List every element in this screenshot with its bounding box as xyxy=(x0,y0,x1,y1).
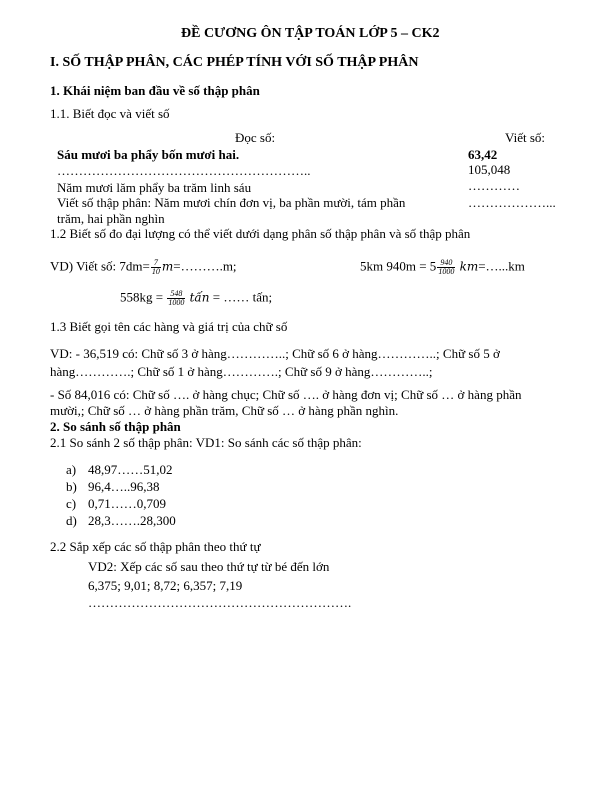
example-a-fraction xyxy=(151,259,161,276)
example-b-denominator: 1000 xyxy=(438,267,455,276)
example-b-numerator: 940 xyxy=(440,258,453,267)
example-c-prefix: 558kg = xyxy=(120,289,164,305)
subheading-2: 2. So sánh số thập phân xyxy=(50,419,181,434)
subheading-1-1: 1.1. Biết đọc và viết số xyxy=(50,106,170,121)
example-b-fraction xyxy=(437,259,455,276)
write-number-header: Viết số: xyxy=(505,130,546,145)
measure-example-c xyxy=(120,290,272,307)
sort-example-numbers: 6,375; 9,01; 8,72; 6,357; 7,19 xyxy=(88,578,243,593)
read-row-2: ………………………………………………….. xyxy=(57,163,311,178)
write-row-2: 105,048 xyxy=(468,162,511,177)
subheading-2-1: 2.1 So sánh 2 số thập phân: VD1: So sánh các số thập phân: xyxy=(50,435,362,450)
example-b-suffix: =…...km xyxy=(478,258,525,274)
compare-item-b-label: b) xyxy=(66,479,77,494)
measure-example-b xyxy=(360,259,525,276)
example-b-unit: km xyxy=(459,259,479,274)
write-row-4: ………………... xyxy=(468,195,556,210)
subheading-1-3: 1.3 Biết gọi tên các hàng và giá trị của chữ số xyxy=(50,319,288,334)
compare-item-c-label: c) xyxy=(66,496,77,511)
page-title: ĐỀ CƯƠNG ÔN TẬP TOÁN LỚP 5 – CK2 xyxy=(181,26,440,41)
sort-example-title: VD2: Xếp các số sau theo thứ tự từ bé đến lớn xyxy=(88,559,330,574)
read-row-1: Sáu mươi ba phẩy bốn mươi hai. xyxy=(57,147,240,162)
example-a-prefix: VD) Viết số: 7dm= xyxy=(50,258,150,274)
example-a-suffix: =……….m; xyxy=(173,258,237,274)
place-value-example-1-line-2: hàng………….; Chữ số 1 ở hàng………….; Chữ số 9 ở hàng…………..; xyxy=(50,364,433,379)
example-c-unit: tấn xyxy=(189,290,210,305)
subheading-1: 1. Khái niệm ban đầu về số thập phân xyxy=(50,83,260,98)
place-value-example-1-line-1: VD: - 36,519 có: Chữ số 3 ở hàng…………..; Chữ số 6 ở hàng…………..; Chữ số 5 ở xyxy=(50,346,500,361)
place-value-example-2-line-2: mười,; Chữ số … ở hàng phần trăm, Chữ số … ở hàng phần nghìn. xyxy=(50,403,399,418)
write-row-1: 63,42 xyxy=(468,147,498,162)
read-row-5: trăm, hai phần nghìn xyxy=(57,211,165,226)
example-a-denominator: 10 xyxy=(151,267,160,276)
subheading-2-2: 2.2 Sắp xếp các số thập phân theo thứ tự xyxy=(50,539,261,554)
compare-item-d: 28,3…….28,300 xyxy=(88,513,176,528)
compare-item-a: 48,97……51,02 xyxy=(88,462,173,477)
example-c-numerator: 548 xyxy=(170,289,183,298)
write-row-3: ………… xyxy=(468,178,520,193)
read-number-header: Đọc số: xyxy=(235,130,276,145)
example-c-denominator: 1000 xyxy=(168,298,185,307)
compare-item-b: 96,4…..96,38 xyxy=(88,479,160,494)
read-row-3: Năm mươi lăm phẩy ba trăm linh sáu xyxy=(57,180,252,195)
read-row-4: Viết số thập phân: Năm mươi chín đơn vị, ba phần mười, tám phần xyxy=(57,195,406,210)
compare-item-a-label: a) xyxy=(66,462,77,477)
example-a-unit: m xyxy=(161,259,174,274)
measure-example-a xyxy=(50,259,237,276)
subheading-1-2: 1.2 Biết số đo đại lượng có thể viết dưới dạng phân số thập phân và số thập phân xyxy=(50,226,471,241)
example-c-suffix: = …… tấn; xyxy=(212,289,273,305)
sort-example-answer-line: ……………………………………………………. xyxy=(88,595,352,610)
compare-item-c: 0,71……0,709 xyxy=(88,496,166,511)
example-a-numerator: 7 xyxy=(153,258,158,267)
place-value-example-2-line-1: - Số 84,016 có: Chữ số …. ở hàng chục; Chữ số …. ở hàng đơn vị; Chữ số … ở hàng phần xyxy=(50,387,522,402)
section-heading-1: I. SỐ THẬP PHÂN, CÁC PHÉP TÍNH VỚI SỐ THẬP PHÂN xyxy=(50,55,419,70)
compare-item-d-label: d) xyxy=(66,513,77,528)
example-b-prefix: 5km 940m = 5 xyxy=(360,258,437,274)
example-c-fraction xyxy=(167,290,185,307)
